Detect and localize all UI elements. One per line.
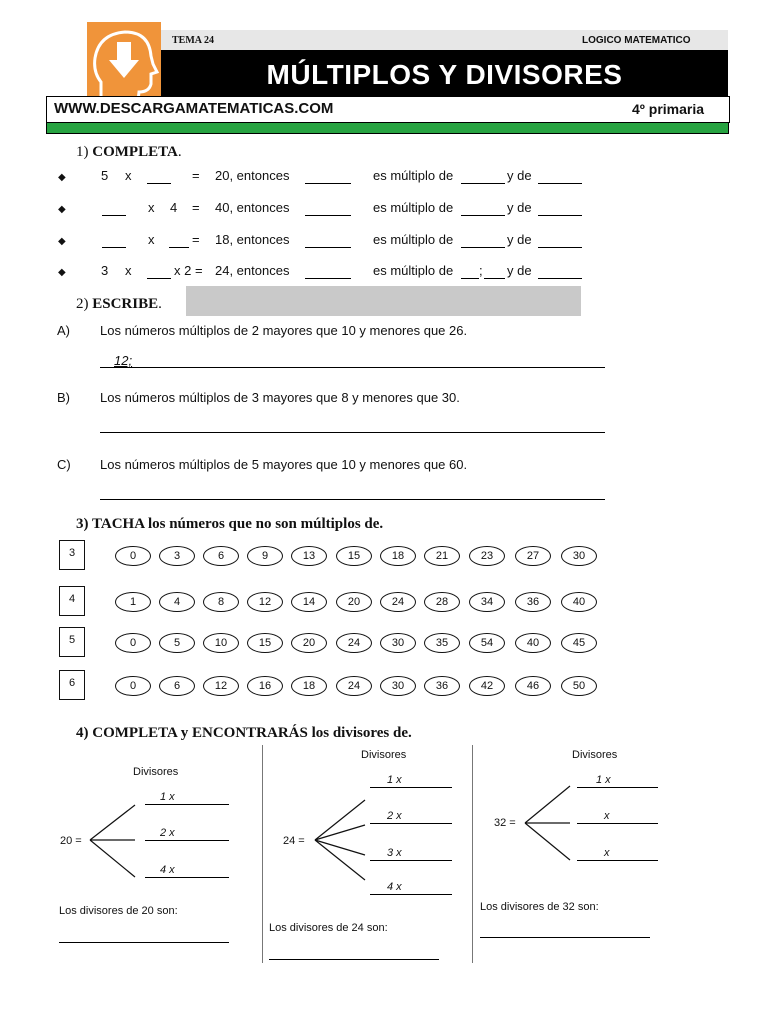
equals-sign: =	[192, 168, 200, 183]
times-sign: x	[125, 168, 132, 183]
blank-field[interactable]	[461, 278, 479, 279]
divisors-heading: Divisores	[572, 749, 618, 761]
branch-blank[interactable]	[370, 823, 452, 824]
equals-sign: =	[192, 200, 200, 215]
number-oval[interactable]: 10	[203, 633, 239, 653]
section4-number: 4)	[76, 725, 89, 741]
divisors-footer: Los divisores de 32 son:	[480, 901, 599, 913]
and-text: y de	[507, 232, 532, 247]
item-text: Los números múltiplos de 2 mayores que 10 y menores que 26.	[100, 323, 468, 338]
watermark-band	[186, 286, 581, 316]
number-oval[interactable]: 8	[203, 592, 239, 612]
subject-label: LOGICO MATEMATICO	[582, 35, 691, 46]
bullet-icon: ◆	[58, 236, 66, 247]
divisors-heading: Divisores	[133, 766, 179, 778]
number-oval[interactable]: 21	[424, 546, 460, 566]
multiple-base-box: 5	[59, 627, 85, 657]
tema-label: TEMA 24	[172, 35, 214, 46]
number-oval[interactable]: 12	[203, 676, 239, 696]
multiple-text: es múltiplo de	[373, 200, 454, 215]
number-oval[interactable]: 30	[380, 676, 416, 696]
number-oval[interactable]: 15	[247, 633, 283, 653]
equals-sign: =	[192, 232, 200, 247]
section3-heading	[76, 516, 383, 533]
branch-label: 3 x	[387, 847, 402, 859]
branch-blank[interactable]	[145, 840, 229, 841]
blank-field[interactable]	[102, 215, 126, 216]
blank-field[interactable]	[538, 278, 582, 279]
answer-line[interactable]	[269, 959, 439, 960]
blank-field[interactable]	[484, 278, 505, 279]
blank-field[interactable]	[147, 183, 171, 184]
branch-label: 2 x	[160, 827, 175, 839]
number-oval[interactable]: 13	[291, 546, 327, 566]
website-link[interactable]: WWW.DESCARGAMATEMATICAS.COM	[54, 100, 334, 117]
number-oval[interactable]: 50	[561, 676, 597, 696]
section4-heading	[76, 725, 412, 742]
number-oval[interactable]: 35	[424, 633, 460, 653]
answer-example: 12;	[114, 353, 133, 368]
answer-line[interactable]	[100, 432, 605, 433]
answer-line[interactable]	[480, 937, 650, 938]
blank-field[interactable]	[538, 215, 582, 216]
branch-blank[interactable]	[577, 787, 658, 788]
number-oval[interactable]: 0	[115, 633, 151, 653]
blank-field[interactable]	[461, 183, 505, 184]
number-oval[interactable]: 9	[247, 546, 283, 566]
bullet-icon: ◆	[58, 204, 66, 215]
branch-label: 4 x	[160, 864, 175, 876]
multiple-text: es múltiplo de	[373, 168, 454, 183]
number-oval[interactable]: 23	[469, 546, 505, 566]
answer-line[interactable]	[100, 499, 605, 500]
number-oval[interactable]: 18	[380, 546, 416, 566]
number-oval[interactable]: 30	[380, 633, 416, 653]
tree-lines	[310, 780, 460, 890]
extra-factor: x 2 =	[174, 263, 203, 278]
times-sign: x	[125, 263, 132, 278]
number-oval[interactable]: 3	[159, 546, 195, 566]
blank-field[interactable]	[538, 183, 582, 184]
item-text: Los números múltiplos de 5 mayores que 10 y menores que 60.	[100, 457, 468, 472]
number-oval[interactable]: 14	[291, 592, 327, 612]
branch-label: 1 x	[160, 791, 175, 803]
grade-label: 4º primaria	[632, 101, 705, 117]
and-text: y de	[507, 200, 532, 215]
number-oval[interactable]: 15	[336, 546, 372, 566]
item-text: Los números múltiplos de 3 mayores que 8 y menores que 30.	[100, 390, 460, 405]
bullet-icon: ◆	[58, 172, 66, 183]
branch-blank[interactable]	[370, 860, 452, 861]
blank-field[interactable]	[102, 247, 126, 248]
divisors-footer: Los divisores de 20 son:	[59, 905, 178, 917]
branch-label: 1 x	[596, 774, 611, 786]
section2-title: ESCRIBE	[92, 296, 159, 312]
branch-blank[interactable]	[577, 860, 658, 861]
number-oval[interactable]: 24	[336, 676, 372, 696]
result-text: 20, entonces	[215, 168, 290, 183]
tree-root: 20 =	[60, 835, 82, 847]
result-text: 18, entonces	[215, 232, 290, 247]
section3-number: 3)	[76, 516, 89, 532]
branch-label: 4 x	[387, 881, 402, 893]
number-oval[interactable]: 20	[336, 592, 372, 612]
number-oval[interactable]: 34	[469, 592, 505, 612]
multiple-base-box: 3	[59, 540, 85, 570]
bullet-icon: ◆	[58, 267, 66, 278]
and-text: y de	[507, 263, 532, 278]
number-oval[interactable]: 16	[247, 676, 283, 696]
branch-label: x	[604, 847, 610, 859]
blank-field[interactable]	[461, 215, 505, 216]
item-letter: A)	[57, 323, 70, 338]
section2-heading: 2) ESCRIBE.	[76, 296, 162, 312]
result-text: 24, entonces	[215, 263, 290, 278]
and-text: y de	[507, 168, 532, 183]
branch-blank[interactable]	[370, 787, 452, 788]
number-oval[interactable]: 0	[115, 676, 151, 696]
branch-label: x	[604, 810, 610, 822]
number-oval[interactable]: 24	[336, 633, 372, 653]
blank-field[interactable]	[305, 247, 351, 248]
number-oval[interactable]: 27	[515, 546, 551, 566]
times-sign: x	[148, 200, 155, 215]
factor-a: 3	[101, 263, 109, 278]
branch-blank[interactable]	[145, 877, 229, 878]
blank-field[interactable]	[305, 183, 351, 184]
number-oval[interactable]: 6	[203, 546, 239, 566]
branch-blank[interactable]	[370, 894, 452, 895]
answer-line[interactable]	[100, 367, 605, 368]
tree-root: 32 =	[494, 817, 516, 829]
divisors-footer: Los divisores de 24 son:	[269, 922, 388, 934]
section4-title: COMPLETA y ENCONTRARÁS los divisores de.	[92, 725, 412, 741]
separator: ;	[479, 263, 483, 278]
number-oval[interactable]: 28	[424, 592, 460, 612]
result-text: 40, entonces	[215, 200, 290, 215]
multiple-base-box: 6	[59, 670, 85, 700]
number-oval[interactable]: 4	[159, 592, 195, 612]
number-oval[interactable]: 1	[115, 592, 151, 612]
multiple-text: es múltiplo de	[373, 232, 454, 247]
divisors-heading: Divisores	[361, 749, 407, 761]
number-oval[interactable]: 20	[291, 633, 327, 653]
section1-heading: 1) COMPLETA.	[76, 144, 182, 160]
branch-label: 1 x	[387, 774, 402, 786]
blank-field[interactable]	[538, 247, 582, 248]
number-oval[interactable]: 40	[515, 633, 551, 653]
number-oval[interactable]: 36	[515, 592, 551, 612]
green-divider	[46, 122, 729, 134]
column-divider	[262, 745, 263, 963]
number-oval[interactable]: 12	[247, 592, 283, 612]
item-letter: B)	[57, 390, 70, 405]
number-oval[interactable]: 54	[469, 633, 505, 653]
answer-line[interactable]	[59, 942, 229, 943]
section3-title: TACHA los números que no son múltiplos de.	[91, 516, 384, 532]
page-title: MÚLTIPLOS Y DIVISORES	[161, 50, 728, 96]
section2-number: 2)	[76, 296, 89, 312]
blank-field[interactable]	[147, 278, 171, 279]
number-oval[interactable]: 5	[159, 633, 195, 653]
blank-field[interactable]	[305, 278, 351, 279]
factor-b: 4	[170, 200, 178, 215]
branch-blank[interactable]	[145, 804, 229, 805]
number-oval[interactable]: 36	[424, 676, 460, 696]
branch-label: 2 x	[387, 810, 402, 822]
number-oval[interactable]: 46	[515, 676, 551, 696]
multiple-text: es múltiplo de	[373, 263, 454, 278]
blank-field[interactable]	[169, 247, 189, 248]
number-oval[interactable]: 45	[561, 633, 597, 653]
tree-root: 24 =	[283, 835, 305, 847]
section1-title: COMPLETA	[92, 144, 178, 160]
item-letter: C)	[57, 457, 71, 472]
blank-field[interactable]	[305, 215, 351, 216]
section1-number: 1)	[76, 144, 89, 160]
number-oval[interactable]: 42	[469, 676, 505, 696]
factor-a: 5	[101, 168, 109, 183]
multiple-base-box: 4	[59, 586, 85, 616]
times-sign: x	[148, 232, 155, 247]
blank-field[interactable]	[461, 247, 505, 248]
number-oval[interactable]: 0	[115, 546, 151, 566]
number-oval[interactable]: 6	[159, 676, 195, 696]
number-oval[interactable]: 30	[561, 546, 597, 566]
number-oval[interactable]: 18	[291, 676, 327, 696]
column-divider	[472, 745, 473, 963]
number-oval[interactable]: 40	[561, 592, 597, 612]
branch-blank[interactable]	[577, 823, 658, 824]
number-oval[interactable]: 24	[380, 592, 416, 612]
